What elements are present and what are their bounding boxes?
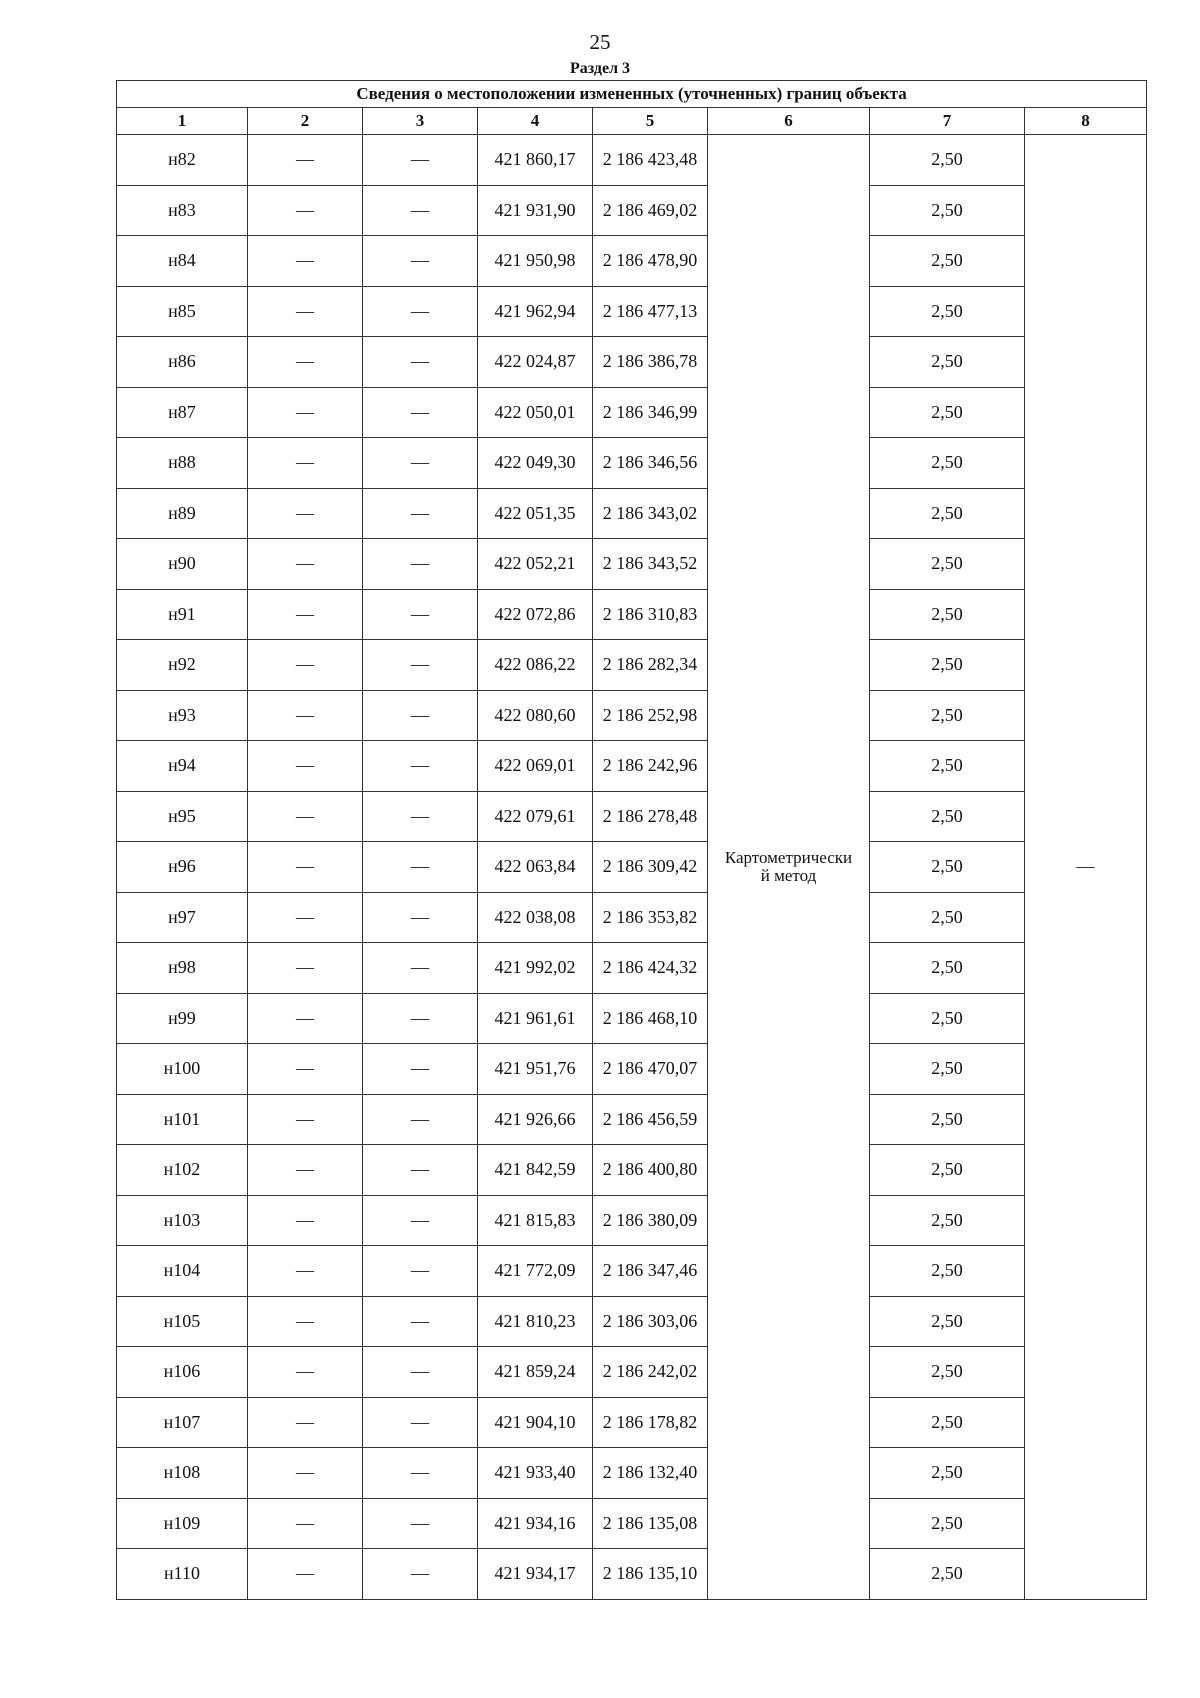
col2-cell: —: [248, 589, 363, 640]
col3-cell: —: [363, 438, 478, 489]
x-coordinate-cell: 422 086,22: [478, 640, 593, 691]
x-coordinate-cell: 421 904,10: [478, 1397, 593, 1448]
col3-cell: —: [363, 135, 478, 186]
point-name-cell: н88: [117, 438, 248, 489]
y-coordinate-cell: 2 186 343,52: [593, 539, 708, 590]
boundary-coordinates-table: [116, 80, 1147, 1600]
x-coordinate-cell: 422 080,60: [478, 690, 593, 741]
y-coordinate-cell: 2 186 468,10: [593, 993, 708, 1044]
column-number: 4: [478, 108, 593, 135]
accuracy-cell: 2,50: [870, 1347, 1025, 1398]
col2-cell: —: [248, 1044, 363, 1095]
col2-cell: —: [248, 185, 363, 236]
col2-cell: —: [248, 387, 363, 438]
y-coordinate-cell: 2 186 242,02: [593, 1347, 708, 1398]
page-number: 25: [589, 30, 611, 54]
point-name-cell: н82: [117, 135, 248, 186]
x-coordinate-cell: 422 049,30: [478, 438, 593, 489]
col3-cell: —: [363, 741, 478, 792]
col3-cell: —: [363, 943, 478, 994]
table-body: [117, 135, 1147, 1600]
y-coordinate-cell: 2 186 303,06: [593, 1296, 708, 1347]
table-row: [117, 1246, 1147, 1297]
y-coordinate-cell: 2 186 346,56: [593, 438, 708, 489]
col3-cell: —: [363, 589, 478, 640]
method-cell: [708, 135, 870, 1600]
accuracy-cell: 2,50: [870, 1145, 1025, 1196]
table-row: [117, 1347, 1147, 1398]
accuracy-cell: 2,50: [870, 135, 1025, 186]
column-number: 7: [870, 108, 1025, 135]
table-row: [117, 1094, 1147, 1145]
col2-cell: —: [248, 842, 363, 893]
col2-cell: —: [248, 741, 363, 792]
y-coordinate-cell: 2 186 135,10: [593, 1549, 708, 1600]
col3-cell: —: [363, 1347, 478, 1398]
y-coordinate-cell: 2 186 310,83: [593, 589, 708, 640]
accuracy-cell: 2,50: [870, 842, 1025, 893]
table-row: [117, 943, 1147, 994]
col2-cell: —: [248, 1347, 363, 1398]
y-coordinate-cell: 2 186 400,80: [593, 1145, 708, 1196]
y-coordinate-cell: 2 186 309,42: [593, 842, 708, 893]
point-name-cell: н86: [117, 337, 248, 388]
y-coordinate-cell: 2 186 386,78: [593, 337, 708, 388]
col3-cell: —: [363, 1498, 478, 1549]
table-row: [117, 791, 1147, 842]
col2-cell: —: [248, 993, 363, 1044]
table-row: [117, 842, 1147, 893]
y-coordinate-cell: 2 186 278,48: [593, 791, 708, 842]
col3-cell: —: [363, 539, 478, 590]
point-name-cell: н108: [117, 1448, 248, 1499]
col2-cell: —: [248, 943, 363, 994]
accuracy-cell: 2,50: [870, 286, 1025, 337]
point-name-cell: н84: [117, 236, 248, 287]
y-coordinate-cell: 2 186 456,59: [593, 1094, 708, 1145]
col2-cell: —: [248, 488, 363, 539]
col3-cell: —: [363, 488, 478, 539]
col8-cell: —: [1025, 135, 1147, 1600]
col3-cell: —: [363, 1549, 478, 1600]
x-coordinate-cell: 421 934,16: [478, 1498, 593, 1549]
point-name-cell: н109: [117, 1498, 248, 1549]
accuracy-cell: 2,50: [870, 1044, 1025, 1095]
accuracy-cell: 2,50: [870, 1195, 1025, 1246]
x-coordinate-cell: 422 050,01: [478, 387, 593, 438]
table-row: [117, 286, 1147, 337]
x-coordinate-cell: 421 933,40: [478, 1448, 593, 1499]
point-name-cell: н99: [117, 993, 248, 1044]
point-name-cell: н106: [117, 1347, 248, 1398]
col3-cell: —: [363, 1397, 478, 1448]
table-row: [117, 1195, 1147, 1246]
table-row: [117, 1448, 1147, 1499]
table-row: [117, 892, 1147, 943]
y-coordinate-cell: 2 186 347,46: [593, 1246, 708, 1297]
y-coordinate-cell: 2 186 353,82: [593, 892, 708, 943]
table-row: [117, 640, 1147, 691]
table-caption: Сведения о местоположении измененных (уточненных) границ объекта: [117, 81, 1147, 108]
col3-cell: —: [363, 1195, 478, 1246]
col3-cell: —: [363, 1145, 478, 1196]
table-row: [117, 993, 1147, 1044]
y-coordinate-cell: 2 186 242,96: [593, 741, 708, 792]
x-coordinate-cell: 421 992,02: [478, 943, 593, 994]
col3-cell: —: [363, 1044, 478, 1095]
point-name-cell: н104: [117, 1246, 248, 1297]
accuracy-cell: 2,50: [870, 589, 1025, 640]
y-coordinate-cell: 2 186 424,32: [593, 943, 708, 994]
point-name-cell: н83: [117, 185, 248, 236]
table-row: [117, 185, 1147, 236]
column-number-row: [117, 108, 1147, 135]
table-row: [117, 1498, 1147, 1549]
point-name-cell: н102: [117, 1145, 248, 1196]
point-name-cell: н98: [117, 943, 248, 994]
y-coordinate-cell: 2 186 282,34: [593, 640, 708, 691]
y-coordinate-cell: 2 186 252,98: [593, 690, 708, 741]
col2-cell: —: [248, 1498, 363, 1549]
x-coordinate-cell: 422 052,21: [478, 539, 593, 590]
col2-cell: —: [248, 1549, 363, 1600]
accuracy-cell: 2,50: [870, 488, 1025, 539]
x-coordinate-cell: 421 962,94: [478, 286, 593, 337]
accuracy-cell: 2,50: [870, 1448, 1025, 1499]
column-number: 5: [593, 108, 708, 135]
table-row: [117, 1145, 1147, 1196]
point-name-cell: н95: [117, 791, 248, 842]
point-name-cell: н96: [117, 842, 248, 893]
col3-cell: —: [363, 337, 478, 388]
point-name-cell: н93: [117, 690, 248, 741]
point-name-cell: н97: [117, 892, 248, 943]
table-row: [117, 387, 1147, 438]
x-coordinate-cell: 421 772,09: [478, 1246, 593, 1297]
point-name-cell: н105: [117, 1296, 248, 1347]
y-coordinate-cell: 2 186 343,02: [593, 488, 708, 539]
x-coordinate-cell: 421 815,83: [478, 1195, 593, 1246]
column-number: 6: [708, 108, 870, 135]
accuracy-cell: 2,50: [870, 690, 1025, 741]
point-name-cell: н87: [117, 387, 248, 438]
col2-cell: —: [248, 286, 363, 337]
table-row: [117, 337, 1147, 388]
accuracy-cell: 2,50: [870, 1094, 1025, 1145]
method-text-line1: Картометрически: [724, 847, 853, 867]
x-coordinate-cell: 422 038,08: [478, 892, 593, 943]
table-row: [117, 135, 1147, 186]
accuracy-cell: 2,50: [870, 741, 1025, 792]
x-coordinate-cell: 421 951,76: [478, 1044, 593, 1095]
x-coordinate-cell: 422 051,35: [478, 488, 593, 539]
y-coordinate-cell: 2 186 423,48: [593, 135, 708, 186]
col2-cell: —: [248, 1448, 363, 1499]
x-coordinate-cell: 421 810,23: [478, 1296, 593, 1347]
table-row: [117, 690, 1147, 741]
accuracy-cell: 2,50: [870, 337, 1025, 388]
y-coordinate-cell: 2 186 380,09: [593, 1195, 708, 1246]
col2-cell: —: [248, 1246, 363, 1297]
x-coordinate-cell: 421 950,98: [478, 236, 593, 287]
table-row: [117, 1044, 1147, 1095]
x-coordinate-cell: 422 024,87: [478, 337, 593, 388]
table-row: [117, 438, 1147, 489]
x-coordinate-cell: 422 063,84: [478, 842, 593, 893]
accuracy-cell: 2,50: [870, 1549, 1025, 1600]
column-number: 1: [117, 108, 248, 135]
table-row: [117, 589, 1147, 640]
col2-cell: —: [248, 1195, 363, 1246]
y-coordinate-cell: 2 186 477,13: [593, 286, 708, 337]
x-coordinate-cell: 421 860,17: [478, 135, 593, 186]
accuracy-cell: 2,50: [870, 539, 1025, 590]
col3-cell: —: [363, 791, 478, 842]
col3-cell: —: [363, 387, 478, 438]
accuracy-cell: 2,50: [870, 1498, 1025, 1549]
accuracy-cell: 2,50: [870, 1246, 1025, 1297]
col2-cell: —: [248, 337, 363, 388]
point-name-cell: н91: [117, 589, 248, 640]
table-row: [117, 488, 1147, 539]
accuracy-cell: 2,50: [870, 438, 1025, 489]
col3-cell: —: [363, 1296, 478, 1347]
x-coordinate-cell: 421 926,66: [478, 1094, 593, 1145]
accuracy-cell: 2,50: [870, 892, 1025, 943]
col3-cell: —: [363, 1094, 478, 1145]
y-coordinate-cell: 2 186 346,99: [593, 387, 708, 438]
accuracy-cell: 2,50: [870, 993, 1025, 1044]
col3-cell: —: [363, 236, 478, 287]
col3-cell: —: [363, 690, 478, 741]
x-coordinate-cell: 422 072,86: [478, 589, 593, 640]
point-name-cell: н90: [117, 539, 248, 590]
point-name-cell: н103: [117, 1195, 248, 1246]
x-coordinate-cell: 422 069,01: [478, 741, 593, 792]
col2-cell: —: [248, 1397, 363, 1448]
y-coordinate-cell: 2 186 478,90: [593, 236, 708, 287]
col2-cell: —: [248, 1145, 363, 1196]
column-number: 3: [363, 108, 478, 135]
table-row: [117, 1549, 1147, 1600]
point-name-cell: н107: [117, 1397, 248, 1448]
column-number: 8: [1025, 108, 1147, 135]
point-name-cell: н101: [117, 1094, 248, 1145]
y-coordinate-cell: 2 186 470,07: [593, 1044, 708, 1095]
table-row: [117, 1296, 1147, 1347]
col3-cell: —: [363, 286, 478, 337]
method-text-line2: й метод: [760, 865, 817, 885]
col2-cell: —: [248, 1094, 363, 1145]
col2-cell: —: [248, 135, 363, 186]
x-coordinate-cell: 421 931,90: [478, 185, 593, 236]
col3-cell: —: [363, 993, 478, 1044]
point-name-cell: н100: [117, 1044, 248, 1095]
col3-cell: —: [363, 1246, 478, 1297]
col2-cell: —: [248, 438, 363, 489]
x-coordinate-cell: 421 934,17: [478, 1549, 593, 1600]
col2-cell: —: [248, 1296, 363, 1347]
accuracy-cell: 2,50: [870, 1296, 1025, 1347]
section-title: Раздел 3: [569, 60, 631, 77]
y-coordinate-cell: 2 186 469,02: [593, 185, 708, 236]
col3-cell: —: [363, 640, 478, 691]
accuracy-cell: 2,50: [870, 943, 1025, 994]
table-row: [117, 236, 1147, 287]
y-coordinate-cell: 2 186 135,08: [593, 1498, 708, 1549]
col2-cell: —: [248, 791, 363, 842]
point-name-cell: н110: [117, 1549, 248, 1600]
accuracy-cell: 2,50: [870, 791, 1025, 842]
col2-cell: —: [248, 690, 363, 741]
point-name-cell: н92: [117, 640, 248, 691]
table-row: [117, 1397, 1147, 1448]
accuracy-cell: 2,50: [870, 236, 1025, 287]
accuracy-cell: 2,50: [870, 1397, 1025, 1448]
col2-cell: —: [248, 236, 363, 287]
col3-cell: —: [363, 892, 478, 943]
y-coordinate-cell: 2 186 178,82: [593, 1397, 708, 1448]
point-name-cell: н85: [117, 286, 248, 337]
table-row: [117, 539, 1147, 590]
x-coordinate-cell: 421 842,59: [478, 1145, 593, 1196]
column-number: 2: [248, 108, 363, 135]
table-row: [117, 741, 1147, 792]
col3-cell: —: [363, 185, 478, 236]
col2-cell: —: [248, 892, 363, 943]
accuracy-cell: 2,50: [870, 185, 1025, 236]
y-coordinate-cell: 2 186 132,40: [593, 1448, 708, 1499]
col2-cell: —: [248, 640, 363, 691]
x-coordinate-cell: 421 961,61: [478, 993, 593, 1044]
col3-cell: —: [363, 842, 478, 893]
point-name-cell: н94: [117, 741, 248, 792]
accuracy-cell: 2,50: [870, 640, 1025, 691]
accuracy-cell: 2,50: [870, 387, 1025, 438]
point-name-cell: н89: [117, 488, 248, 539]
col2-cell: —: [248, 539, 363, 590]
col3-cell: —: [363, 1448, 478, 1499]
x-coordinate-cell: 422 079,61: [478, 791, 593, 842]
x-coordinate-cell: 421 859,24: [478, 1347, 593, 1398]
